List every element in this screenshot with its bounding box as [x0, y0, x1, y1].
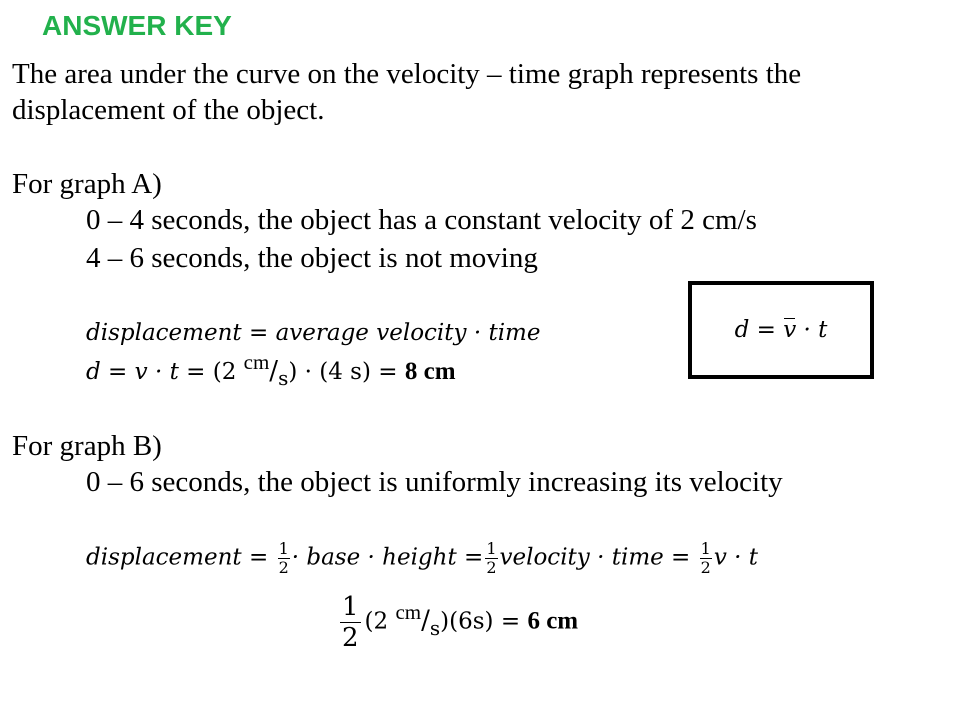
graph-a-line-2: 4 – 6 seconds, the object is not moving — [86, 242, 538, 274]
b-eq-part2: velocity · time — [499, 544, 664, 571]
half-fraction-3: $\frac{1}{2}$ — [700, 539, 711, 577]
graph-b-calculation — [340, 592, 578, 653]
answer-key-title: ANSWER KEY — [42, 10, 232, 41]
intro-line-1: The area under the curve on the velocity – time graph represents the — [12, 58, 802, 90]
b-eq-part1: · base · height — [291, 544, 457, 571]
eq-equals: = — [248, 320, 269, 346]
b-eq-lhs: displacement — [86, 544, 242, 571]
calc-equals-1: = — [108, 359, 128, 385]
graph-b-line-1: 0 – 6 seconds, the object is uniformly increasing its velocity — [86, 466, 783, 498]
graph-a-calculation — [86, 350, 456, 390]
half-fraction-1: $\frac{1}{2}$ — [278, 539, 289, 577]
box-rest: · t — [803, 317, 828, 343]
b-eq-equals-1: = — [248, 544, 269, 571]
calc-result: 8 cm — [404, 358, 456, 385]
formula-box — [688, 281, 874, 379]
calc-dot: · — [304, 359, 312, 385]
calc-time: (4 s) — [319, 359, 371, 385]
b-calc-equals: = — [500, 608, 521, 635]
half-fraction-big: $\frac{1}{2}$ — [342, 592, 359, 653]
b-eq-equals-2: = — [464, 544, 484, 571]
graph-b-heading: For graph B) — [12, 430, 162, 462]
half-fraction-2: $\frac{1}{2}$ — [486, 539, 497, 577]
eq-rhs: average velocity · time — [275, 320, 541, 346]
eq-lhs: displacement — [86, 320, 242, 346]
calc-unit-slash: / — [269, 356, 279, 386]
box-v-bar: v — [783, 317, 797, 343]
b-calc-open: (2 — [364, 608, 389, 635]
b-calc-time: (6s) — [449, 608, 494, 635]
calc-unit-num: cm — [243, 350, 270, 374]
box-equals: = — [756, 317, 776, 343]
calc-close: ) — [288, 359, 298, 385]
calc-d: d — [86, 359, 101, 385]
graph-a-heading: For graph A) — [12, 168, 162, 200]
calc-equals-2: = — [186, 359, 206, 385]
calc-unit-den: s — [278, 366, 289, 390]
graph-a-displacement-equation — [86, 318, 540, 348]
b-calc-unit-den: s — [429, 615, 441, 640]
intro-line-2: displacement of the object. — [12, 94, 325, 126]
graph-a-line-1: 0 – 4 seconds, the object has a constant velocity of 2 cm/s — [86, 204, 757, 236]
graph-b-displacement-equation — [86, 540, 758, 577]
b-eq-part3: v · t — [713, 544, 758, 571]
b-calc-unit-num: cm — [395, 599, 422, 624]
b-calc-result: 6 cm — [527, 607, 579, 635]
b-eq-equals-3: = — [671, 544, 691, 571]
b-calc-unit-slash: / — [421, 605, 430, 636]
calc-open: (2 — [212, 359, 237, 385]
calc-vt: v · t — [134, 359, 179, 385]
calc-equals-3: = — [378, 359, 398, 385]
box-d: d — [734, 317, 750, 343]
b-calc-close: ) — [440, 608, 450, 635]
